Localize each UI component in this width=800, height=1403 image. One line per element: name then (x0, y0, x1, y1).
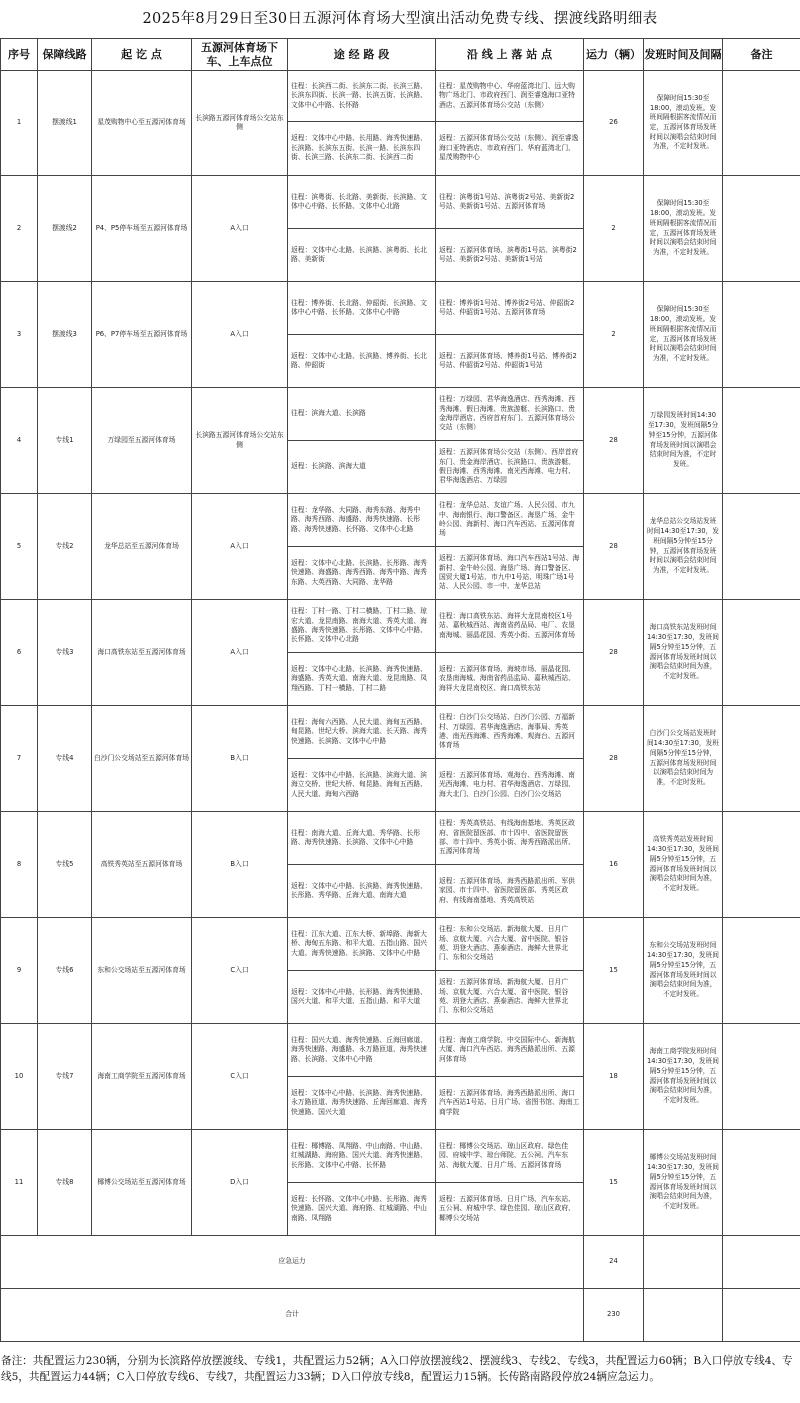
route-endpoints: 龙华总站至五源河体育场 (92, 494, 192, 600)
route-schedule: 龙华总站公交场站发班时间14:30至17:30，发班间隔5分钟至15分钟，五源河体育场发班时间以演唱会结束时间为准，不定时发班。 (644, 494, 723, 600)
outbound-roads: 往程：滨海大道、长滨路 (288, 388, 436, 441)
route-remarks (723, 494, 800, 600)
header-line: 保障线路 (38, 39, 92, 71)
outbound-stops: 往程：白沙门公交场站、白沙门公园、万福新村、万绿园、君华海逸酒店、海事局、秀英港、南光西海滩、西秀海滩、观海台、五源河体育场 (436, 706, 584, 759)
outbound-stops: 往程：万绿园、君华海逸酒店、西秀海滩、西秀海滩、假日海滩、贵族游艇、长滨路口、贵金海岸酒店、西府首府东门、五源河体育场公交站（东侧） (436, 388, 584, 441)
emergency-capacity: 24 (584, 1236, 644, 1289)
outbound-stops: 往程：龙华总站、友谊广场、人民公园、市九中、海南银行、海口警备区、海垦广场、金牛岭公园、海新村、海口汽车西站、五源河体育场 (436, 494, 584, 547)
route-capacity: 2 (584, 282, 644, 388)
route-number: 4 (1, 388, 38, 494)
outbound-stops: 往程：海口高铁东站、海祥大龙昆南校区1号站、嘉秋城西站、海南省药品局、电厂、农垦南海城、丽晶花园、秀英小街、五源河体育场 (436, 600, 584, 653)
route-table (0, 38, 800, 1342)
route-row-outbound (1, 282, 800, 335)
stadium-point: A入口 (192, 494, 288, 600)
route-number: 11 (1, 1130, 38, 1236)
return-stops: 返程：五源河体育场、新海航大厦、日月广场、京航大厦、六合大厦、省中医院、银谷苑、玥登大酒店、燕泰酒店、海鲜大世界北门、东和公交场站 (436, 971, 584, 1024)
return-roads: 返程：文体中心北路、长滨路、海秀快速路、海盛路、秀英大道、南海大道、龙昆南路、凤翔西路、丁村一横路、丁村二路 (288, 653, 436, 706)
route-capacity: 18 (584, 1024, 644, 1130)
header-row (1, 39, 800, 71)
route-row-outbound (1, 176, 800, 229)
route-line-name: 专线2 (38, 494, 92, 600)
outbound-roads: 往程：滨粤街、长北路、美新街、长滨路、文体中心中路、长怀路、文体中心北路 (288, 176, 436, 229)
route-remarks (723, 918, 800, 1024)
route-number: 5 (1, 494, 38, 600)
return-stops: 返程：五源河体育场公交站（东侧）、西岸首府东门、贵金海岸酒店、长滨路口、贵族游艇、假日海滩、西秀海滩、南光西海滩、电力村、君华海逸酒店、万绿园 (436, 441, 584, 494)
route-number: 7 (1, 706, 38, 812)
route-remarks (723, 282, 800, 388)
stadium-point: A入口 (192, 600, 288, 706)
emergency-schedule (644, 1236, 723, 1289)
route-endpoints: P4、P5停车场至五源河体育场 (92, 176, 192, 282)
route-number: 2 (1, 176, 38, 282)
return-stops: 返程：五源河体育场、观海台、西秀海滩、南光西海滩、电力村、君华海逸酒店、万绿园、海大北门、白沙门公园、白沙门公交场站 (436, 759, 584, 812)
stadium-point: 长滨路五源河体育场公交站东侧 (192, 388, 288, 494)
stadium-point: D入口 (192, 1130, 288, 1236)
route-capacity: 16 (584, 812, 644, 918)
return-roads: 返程：文体中心中路、长滨路、海秀快速路、永万路匝道、海秀快速路、丘海回廊道、海秀快速路、国兴大道 (288, 1077, 436, 1130)
route-row-outbound (1, 494, 800, 547)
page-title: 2025年8月29日至30日五源河体育场大型演出活动免费专线、摆渡线路明细表 (142, 11, 658, 27)
stadium-point: B入口 (192, 812, 288, 918)
route-line-name: 专线5 (38, 812, 92, 918)
outbound-stops: 往程：海南工商学院、中交国际中心、新海航大厦、海口汽车西站、海秀西路派出所、五源河体育场 (436, 1024, 584, 1077)
return-stops: 返程：五源河体育场、日月广场、汽车东站、五公祠、府城中学、绿色佳园、琼山区政府、椰博公交场站 (436, 1183, 584, 1236)
route-schedule: 万绿园发班时间14:30至17:30，发班间隔5分钟至15分钟，五源河体育场发班时间以演唱会结束时间为准，不定时发班。 (644, 388, 723, 494)
return-roads: 返程：文体中心北路、长滨路、滨粤街、长北路、美新街 (288, 229, 436, 282)
outbound-stops: 往程：秀英高铁站、有线海南基地、秀英区政府、省医院留医部、市十四中、省医院留医部、市十四中、秀英小街、海秀西路派出所、五源河体育场 (436, 812, 584, 865)
route-number: 10 (1, 1024, 38, 1130)
route-line-name: 摆渡线3 (38, 282, 92, 388)
header-point: 五源河体育场下车、上车点位 (192, 39, 288, 71)
route-schedule: 椰博公交场站发班时间14:30至17:30，发班间隔5分钟至15分钟，五源河体育场发班时间以演唱会结束时间为准，不定时发班。 (644, 1130, 723, 1236)
route-row-outbound (1, 388, 800, 441)
total-capacity: 230 (584, 1289, 644, 1342)
route-endpoints: 海口高铁东站至五源河体育场 (92, 600, 192, 706)
return-stops: 返程：五源河体育场公交站（东侧）、润至睿逸海口亚特酒店、市政府西门、华府蓝湾北门、星茂购物中心 (436, 122, 584, 176)
outbound-roads: 往程：长滨西二街、长滨东二街、长滨三路、长滨东四街、长滨一路、长滨五街、长滨路、文体中心中路、长怀路 (288, 71, 436, 122)
stadium-point: C入口 (192, 1024, 288, 1130)
outbound-roads: 往程：龙华路、大同路、海秀东路、海秀中路、海秀西路、海盛路、海秀快速路、长彤路、海秀快速路、长怀路、文体中心北路 (288, 494, 436, 547)
route-number: 1 (1, 71, 38, 176)
route-number: 3 (1, 282, 38, 388)
route-schedule: 保障时间15:30至18:00，滚动发班。发班间隔根据客流情况而定，五源河体育场发班时间以演唱会结束时间为准，不定时发班。 (644, 71, 723, 176)
route-row-outbound (1, 1024, 800, 1077)
route-remarks (723, 388, 800, 494)
outbound-stops: 往程：东和公交场站、新海航大厦、日月广场、京航大厦、六合大厦、省中医院、银谷苑、玥登大酒店、燕泰酒店、海鲜大世界北门、东和公交场站 (436, 918, 584, 971)
route-schedule: 海南工商学院发班时间14:30至17:30，发班间隔5分钟至15分钟，五源河体育场发班时间以演唱会结束时间为准，不定时发班。 (644, 1024, 723, 1130)
route-row-outbound (1, 812, 800, 865)
emergency-remarks (723, 1236, 800, 1289)
route-endpoints: P6、P7停车场至五源河体育场 (92, 282, 192, 388)
route-schedule: 东和公交场站发班时间14:30至17:30，发班间隔5分钟至15分钟，五源河体育场发班时间以演唱会结束时间为准，不定时发班。 (644, 918, 723, 1024)
emergency-label: 应急运力 (1, 1236, 584, 1289)
route-line-name: 专线6 (38, 918, 92, 1024)
route-endpoints: 万绿园至五源河体育场 (92, 388, 192, 494)
route-endpoints: 高铁秀英站至五源河体育场 (92, 812, 192, 918)
route-remarks (723, 1024, 800, 1130)
route-line-name: 摆渡线2 (38, 176, 92, 282)
return-roads: 返程：长怀路、文体中心中路、长彤路、海秀快速路、国兴大道、海府路、红城湖路、中山南路、凤翔路 (288, 1183, 436, 1236)
stadium-point: C入口 (192, 918, 288, 1024)
route-capacity: 28 (584, 600, 644, 706)
route-remarks (723, 812, 800, 918)
route-endpoints: 东和公交场站至五源河体育场 (92, 918, 192, 1024)
route-capacity: 28 (584, 706, 644, 812)
return-stops: 返程：五源河体育场、海口汽车西站1号站、海新村、金牛岭公园、海垦广场、海口警备区、国贸大厦1号站、市九中1号站、明珠广场1号站、人民公园、市一中、龙华总站 (436, 547, 584, 600)
route-schedule: 海口高铁东站发班时间14:30至17:30，发班间隔5分钟至15分钟，五源河体育场发班时间以演唱会结束时间为准，不定时发班。 (644, 600, 723, 706)
route-remarks (723, 176, 800, 282)
route-capacity: 28 (584, 388, 644, 494)
footnote: 备注：共配置运力230辆，分别为长滨路停放摆渡线、专线1，共配置运力52辆；A入口停放摆渡线2、摆渡线3、专线2、专线3，共配置运力60辆；B入口停放专线4、专线5，共配置运力44辆；C入口停放专线6、专线7，共配置运力33辆；D入口停放专线8，配置运力15辆。长传路南路段停放24辆应急运力。 (1, 1355, 793, 1383)
return-stops: 返程：五源河体育场、滨粤街1号站、滨粤街2号站、美新街2号站、美新街1号站 (436, 229, 584, 282)
stadium-point: B入口 (192, 706, 288, 812)
route-endpoints: 白沙门公交场站至五源河体育场 (92, 706, 192, 812)
return-roads: 返程：文体中心北路、长滨路、长彤路、海秀快速路、海盛路、海秀西路、海秀中路、海秀东路、大英西路、大同路、龙华路 (288, 547, 436, 600)
route-schedule: 保障时间15:30至18:00，滚动发班。发班间隔根据客流情况而定，五源河体育场发班时间以演唱会结束时间为准，不定时发班。 (644, 176, 723, 282)
header-capacity: 运力（辆） (584, 39, 644, 71)
route-line-name: 专线3 (38, 600, 92, 706)
return-stops: 返程：五源河体育场、海秀西路派出所、海口汽车西站1号站、日月广场、省图书馆、海南工商学院 (436, 1077, 584, 1130)
outbound-roads: 往程：南海大道、丘海大道、秀华路、长彤路、海秀快速路、长滨路、文体中心中路 (288, 812, 436, 865)
header-stops: 沿 线 上 落 站 点 (436, 39, 584, 71)
outbound-stops: 往程：博养街1号站、博养街2号站、仲韶街2号站、仲韶街1号站、五源河体育场 (436, 282, 584, 335)
route-line-name: 专线7 (38, 1024, 92, 1130)
route-capacity: 28 (584, 494, 644, 600)
outbound-roads: 往程：江东大道、江东大桥、新埠路、海新大桥、海甸五东路、和平大道、五指山路、国兴大道、海秀快速路、长滨路、文体中心中路 (288, 918, 436, 971)
route-line-name: 专线1 (38, 388, 92, 494)
route-row-outbound (1, 1130, 800, 1183)
outbound-stops: 往程：星茂购物中心、华府蓝湾北门、远大购物广场北门、市政府西门、润至睿逸海口亚特酒店、五源河体育场公交站（东侧） (436, 71, 584, 122)
outbound-roads: 往程：海甸六西路、人民大道、海甸五西路、甸昆路、世纪大桥、滨海大道、长天路、海秀快速路、长滨路、文体中心中路 (288, 706, 436, 759)
route-line-name: 专线4 (38, 706, 92, 812)
route-remarks (723, 600, 800, 706)
stadium-point: A入口 (192, 282, 288, 388)
total-remarks (723, 1289, 800, 1342)
total-schedule (644, 1289, 723, 1342)
header-time: 发班时间及间隔 (644, 39, 723, 71)
route-line-name: 摆渡线1 (38, 71, 92, 176)
outbound-roads: 往程：博养街、长北路、仲韶街、长滨路、文体中心中路、长怀路、文体中心中路 (288, 282, 436, 335)
route-row-outbound (1, 918, 800, 971)
header-roads: 途 经 路 段 (288, 39, 436, 71)
header-no: 序号 (1, 39, 38, 71)
return-roads: 返程：文体中心中路、长滨路、海秀快速路、长彤路、秀华路、丘海大道、南海大道 (288, 865, 436, 918)
return-stops: 返程：五源河体育场、博养街1号站、博养街2号站、仲韶街2号站、仲韶街1号站 (436, 335, 584, 388)
total-label: 合计 (1, 1289, 584, 1342)
return-stops: 返程：五源河体育场、海秀西路派出所、军供家园、市十四中、省医院留医部、秀英区政府、有线海南基地、秀英高铁站 (436, 865, 584, 918)
route-line-name: 专线8 (38, 1130, 92, 1236)
route-row-outbound (1, 71, 800, 122)
return-roads: 返程：文体中心中路、长用路、海秀快速路、长滨路、长滨东五街、长滨一路、长滨东四街、长滨三路、长滨东二街、长滨西二街 (288, 122, 436, 176)
outbound-roads: 往程：椰博路、凤翔路、中山南路、中山路、红城湖路、海府路、国兴大道、海秀快速路、长彤路、文体中心中路、长怀路 (288, 1130, 436, 1183)
route-remarks (723, 1130, 800, 1236)
return-roads: 返程：长滨路、滨海大道 (288, 441, 436, 494)
outbound-roads: 往程：国兴大道、海秀快速路、丘海回廊道、海秀快速路、海盛路、永万路匝道、海秀快速路、长滨路、文体中心中路 (288, 1024, 436, 1077)
route-row-outbound (1, 706, 800, 759)
header-remarks: 备注 (723, 39, 800, 71)
route-schedule: 保障时间15:30至18:00，滚动发班。发班间隔根据客流情况而定，五源河体育场发班时间以演唱会结束时间为准，不定时发班。 (644, 282, 723, 388)
return-roads: 返程：文体中心中路、长形路、海秀快速路、国兴大道、和平大道、五指山路、和平大道 (288, 971, 436, 1024)
outbound-stops: 往程：滨粤街1号站、滨粤街2号站、美新街2号站、美新街1号站、五源河体育场 (436, 176, 584, 229)
route-capacity: 15 (584, 918, 644, 1024)
route-schedule: 白沙门公交场站发班时间14:30至17:30，发班间隔5分钟至15分钟，五源河体育场发班时间以演唱会结束时间为准，不定时发班。 (644, 706, 723, 812)
route-number: 9 (1, 918, 38, 1024)
route-number: 8 (1, 812, 38, 918)
route-row-outbound (1, 600, 800, 653)
route-endpoints: 海南工商学院至五源河体育场 (92, 1024, 192, 1130)
route-remarks (723, 706, 800, 812)
route-number: 6 (1, 600, 38, 706)
return-stops: 返程：五源河体育场、海坡市场、丽晶花园、农垦南海城、海南省药品监局、嘉秋城西站、海祥大龙昆南校区、海口高铁东站 (436, 653, 584, 706)
route-endpoints: 椰博公交场站至五源河体育场 (92, 1130, 192, 1236)
outbound-stops: 往程：椰博公交场站、琼山区政府、绿色佳园、府城中学、琼台师院、五公祠、汽车东站、海航大厦、日月广场、五源河体育场 (436, 1130, 584, 1183)
route-capacity: 2 (584, 176, 644, 282)
route-remarks (723, 71, 800, 176)
route-schedule: 高铁秀英站发班时间14:30至17:30，发班间隔5分钟至15分钟，五源河体育场发班时间以演唱会结束时间为准，不定时发班。 (644, 812, 723, 918)
return-roads: 返程：文体中心北路、长滨路、博养街、长北路、仲韶街 (288, 335, 436, 388)
stadium-point: A入口 (192, 176, 288, 282)
route-capacity: 26 (584, 71, 644, 176)
header-endpoints: 起 讫 点 (92, 39, 192, 71)
emergency-row (1, 1236, 800, 1289)
stadium-point: 长滨路五源河体育场公交站东侧 (192, 71, 288, 176)
outbound-roads: 往程：丁村一路、丁村二横路、丁村二路、琼宏大道、龙昆南路、南海大道、秀英大道、海盛路、海秀快速路、长彤路、文体中心中路、长怀路、文体中心北路 (288, 600, 436, 653)
return-roads: 返程：文体中心中路、长滨路、滨海大道、滨海立交桥、世纪大桥、甸昆路、海甸五西路、人民大道、海甸六西路 (288, 759, 436, 812)
total-row (1, 1289, 800, 1342)
route-capacity: 15 (584, 1130, 644, 1236)
route-endpoints: 星茂购物中心至五源河体育场 (92, 71, 192, 176)
